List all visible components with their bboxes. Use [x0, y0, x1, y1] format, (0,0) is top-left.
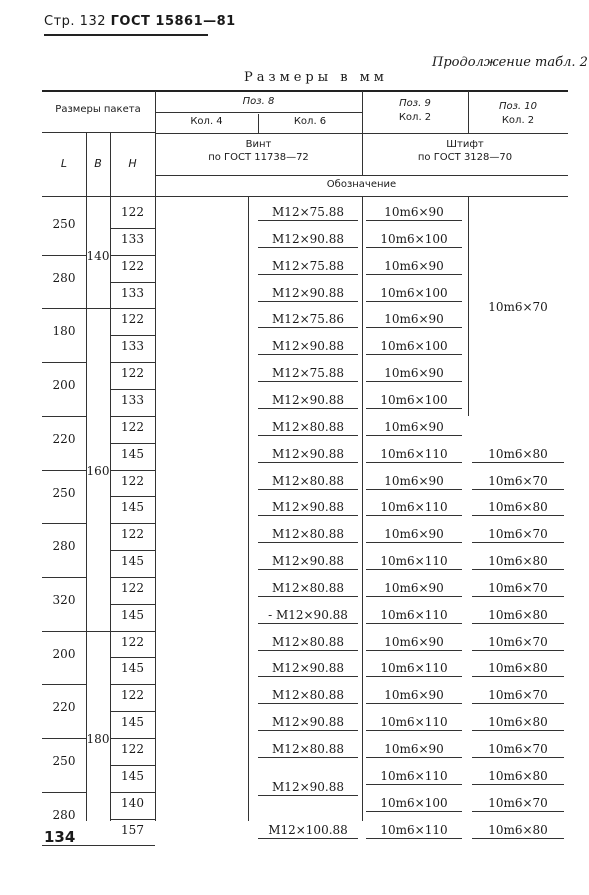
cell-kol6: М12×80.88	[258, 420, 358, 436]
cell-L: 320	[52, 592, 76, 607]
row-rule-L	[42, 470, 86, 471]
cell-kol6: М12×75.88	[258, 259, 358, 275]
cell-pos10: 10m6×80	[472, 608, 564, 624]
row-rule-L	[42, 631, 86, 632]
cell-pos9: 10m6×100	[366, 286, 462, 302]
cell-pos10: 10m6×70	[472, 527, 564, 543]
row-rule-L	[42, 577, 86, 578]
cell-H: 122	[121, 742, 144, 756]
cell-H: 122	[121, 205, 144, 219]
cell-pos10: 10m6×80	[472, 661, 564, 677]
cell-kol6: М12×80.88	[258, 474, 358, 490]
cell-kol6: М12×80.88	[258, 527, 358, 543]
row-rule-H	[110, 282, 155, 283]
cell-H: 122	[121, 580, 144, 595]
sizes-caption: Размеры в мм	[244, 70, 388, 85]
cell-L: 280	[52, 539, 76, 554]
cell-pos10: 10m6×80	[472, 715, 564, 731]
row-rule-H	[110, 443, 155, 444]
head-bottom-rule	[42, 196, 568, 197]
table-top-rule	[42, 90, 568, 92]
col-B-header: B	[94, 157, 102, 170]
cell-H: 145	[121, 607, 144, 622]
row-rule-L	[42, 308, 86, 309]
row-rule-H	[110, 496, 155, 497]
cell-pos9: 10m6×110	[366, 554, 462, 570]
standard-number: ГОСТ 15861—81	[110, 14, 236, 29]
cell-H: 133	[121, 231, 144, 246]
row-rule-H	[110, 711, 155, 712]
cell-L: 200	[52, 378, 76, 393]
cell-L: 250	[52, 217, 76, 231]
cell-kol6: М12×90.88	[258, 286, 358, 302]
cell-kol6: М12×100.88	[258, 823, 358, 839]
cell-pos9: 10m6×90	[366, 259, 462, 275]
row-rule-H	[110, 792, 155, 793]
cell-kol6: М12×80.88	[258, 742, 358, 758]
cell-pos9: 10m6×110	[366, 447, 462, 463]
cell-pos9: 10m6×90	[366, 312, 462, 328]
cell-kol6: М12×90.88	[258, 339, 358, 355]
cell-H: 145	[121, 768, 144, 783]
cell-kol6: М12×80.88	[258, 635, 358, 651]
cell-pos9: 10m6×110	[366, 500, 462, 516]
row-rule-L	[42, 684, 86, 685]
cell-pos10: 10m6×80	[472, 769, 564, 785]
cell-kol6: - М12×90.88	[258, 608, 358, 624]
page-label: Стр. 132	[44, 14, 106, 29]
cell-B: 140	[86, 248, 110, 263]
cell-L: 280	[52, 270, 76, 285]
row-rule-L	[42, 416, 86, 417]
cell-kol6: М12×75.86	[258, 312, 358, 328]
row-rule-H	[110, 228, 155, 229]
row-rule-L	[42, 362, 86, 363]
cell-pos9: 10m6×100	[366, 393, 462, 409]
cell-L: 220	[52, 431, 76, 446]
row-rule-H	[110, 523, 155, 524]
cell-kol6: М12×90.88	[258, 715, 358, 731]
col-L-header: L	[60, 157, 68, 170]
cell-kol6: М12×75.88	[258, 366, 358, 382]
cell-kol6: М12×90.88	[258, 661, 358, 677]
cell-pos9: 10m6×100	[366, 232, 462, 248]
cell-pos9: 10m6×90	[366, 581, 462, 597]
cell-H: 133	[121, 392, 144, 407]
cell-kol6: М12×90.88	[258, 554, 358, 570]
page-number: 134	[44, 828, 76, 846]
vline-kol6-body	[362, 196, 363, 821]
pos9-kol-header: Кол. 2	[398, 112, 432, 123]
cell-H: 145	[121, 715, 144, 730]
row-rule-L	[42, 255, 86, 256]
shtift-gost-header: по ГОСТ 3128—70	[417, 152, 513, 163]
cell-L: 220	[52, 700, 76, 715]
pos8-header: Поз. 8	[242, 96, 275, 107]
cell-pos10: 10m6×70	[472, 635, 564, 651]
packet-rule	[42, 132, 155, 133]
cell-pos10: 10m6×80	[472, 447, 564, 463]
cell-pos10: 10m6×70	[472, 796, 564, 812]
row-rule-L	[42, 792, 86, 793]
cell-pos10: 10m6×80	[472, 823, 564, 839]
cell-H: 133	[121, 285, 144, 300]
cell-H: 145	[121, 554, 144, 569]
row-rule-H	[110, 684, 155, 685]
row-rule-H	[110, 738, 155, 739]
pos10-kol-header: Кол. 2	[501, 115, 535, 126]
cell-H: 157	[121, 822, 144, 837]
cell-H: 122	[121, 419, 144, 434]
page-header	[44, 14, 236, 29]
cell-H: 122	[121, 258, 144, 273]
cell-pos9: 10m6×90	[366, 688, 462, 704]
cell-pos10: 10m6×80	[472, 500, 564, 516]
row-rule-H	[110, 416, 155, 417]
cell-pos10: 10m6×80	[472, 554, 564, 570]
row-rule-H	[110, 657, 155, 658]
vline-kol4-body	[248, 196, 249, 821]
vline-H-end	[155, 91, 156, 821]
cell-L: 250	[52, 485, 76, 500]
cell-L: 180	[52, 324, 76, 339]
pos10-header: Поз. 10	[498, 101, 538, 112]
row-rule-B	[86, 631, 110, 632]
pos8-rule	[155, 112, 362, 113]
cell-kol6: М12×90.88	[258, 447, 358, 463]
cell-pos9: 10m6×110	[366, 608, 462, 624]
vline-pos9-head	[468, 91, 469, 134]
row-rule-H	[110, 389, 155, 390]
row-rule-H	[110, 550, 155, 551]
cell-pos9: 10m6×110	[366, 823, 462, 839]
table-continuation: Продолжение табл. 2	[432, 55, 588, 70]
row-rule-H	[110, 604, 155, 605]
merged-kol6-value: М12×90.88	[258, 780, 358, 796]
row-rule-H	[110, 308, 155, 309]
cell-kol6: М12×80.88	[258, 688, 358, 704]
cell-pos9: 10m6×90	[366, 366, 462, 382]
cell-pos9: 10m6×100	[366, 339, 462, 355]
cell-H: 140	[121, 795, 144, 810]
vint-header: Винт	[245, 139, 272, 150]
packet-sizes-header: Размеры пакета	[55, 104, 141, 115]
cell-B: 180	[86, 732, 110, 746]
merged-pos10-value: 10m6×70	[488, 300, 548, 314]
cell-L: 200	[52, 646, 76, 661]
row-rule-B	[86, 845, 110, 846]
cell-H: 145	[121, 446, 144, 461]
cell-pos10: 10m6×70	[472, 474, 564, 490]
designation-header: Обозначение	[326, 179, 397, 190]
cell-pos9: 10m6×90	[366, 474, 462, 490]
cell-pos9: 10m6×90	[366, 527, 462, 543]
cell-L: 250	[52, 754, 76, 768]
cell-H: 122	[121, 634, 144, 649]
cell-pos9: 10m6×110	[366, 661, 462, 677]
cell-H: 122	[121, 366, 144, 381]
cell-H: 122	[121, 688, 144, 703]
cell-H: 122	[121, 473, 144, 488]
cell-kol6: М12×90.88	[258, 393, 358, 409]
kol6-header: Кол. 6	[293, 116, 327, 127]
cell-H: 122	[121, 527, 144, 542]
cell-H: 122	[121, 312, 144, 327]
header-rule	[44, 34, 208, 36]
cell-pos10: 10m6×70	[472, 742, 564, 758]
row-rule-L	[42, 523, 86, 524]
cell-pos9: 10m6×110	[366, 769, 462, 785]
cell-kol6: М12×80.88	[258, 581, 358, 597]
row-rule-H	[110, 335, 155, 336]
kol4-header: Кол. 4	[190, 116, 223, 127]
row-rule-H	[110, 845, 155, 846]
cell-H: 145	[121, 500, 144, 515]
cell-B: 160	[86, 463, 110, 478]
cell-H: 145	[121, 661, 144, 676]
row-rule-H	[110, 765, 155, 766]
shtift-header: Штифт	[446, 139, 484, 150]
row-rule-H	[110, 255, 155, 256]
row-rule-H	[110, 819, 155, 820]
col-H-header: H	[128, 157, 137, 170]
cell-pos9: 10m6×90	[366, 742, 462, 758]
cell-pos10: 10m6×70	[472, 581, 564, 597]
row-rule-H	[110, 577, 155, 578]
cell-L: 280	[52, 807, 76, 822]
row-rule-L	[42, 738, 86, 739]
row-rule-H	[110, 631, 155, 632]
row-rule-H	[110, 362, 155, 363]
cell-pos9: 10m6×90	[366, 205, 462, 221]
cell-pos9: 10m6×90	[366, 635, 462, 651]
cell-pos10: 10m6×70	[472, 688, 564, 704]
row-rule-H	[110, 470, 155, 471]
cell-H: 133	[121, 339, 144, 354]
cell-kol6: М12×75.88	[258, 205, 358, 221]
vint-gost-header: по ГОСТ 11738—72	[208, 152, 309, 163]
pos9-header: Поз. 9	[399, 98, 431, 109]
cell-pos9: 10m6×90	[366, 420, 462, 436]
cell-kol6: М12×90.88	[258, 500, 358, 516]
cell-pos9: 10m6×100	[366, 796, 462, 812]
cell-kol6: М12×90.88	[258, 232, 358, 248]
row-rule-B	[86, 308, 110, 309]
cell-pos9: 10m6×110	[366, 715, 462, 731]
